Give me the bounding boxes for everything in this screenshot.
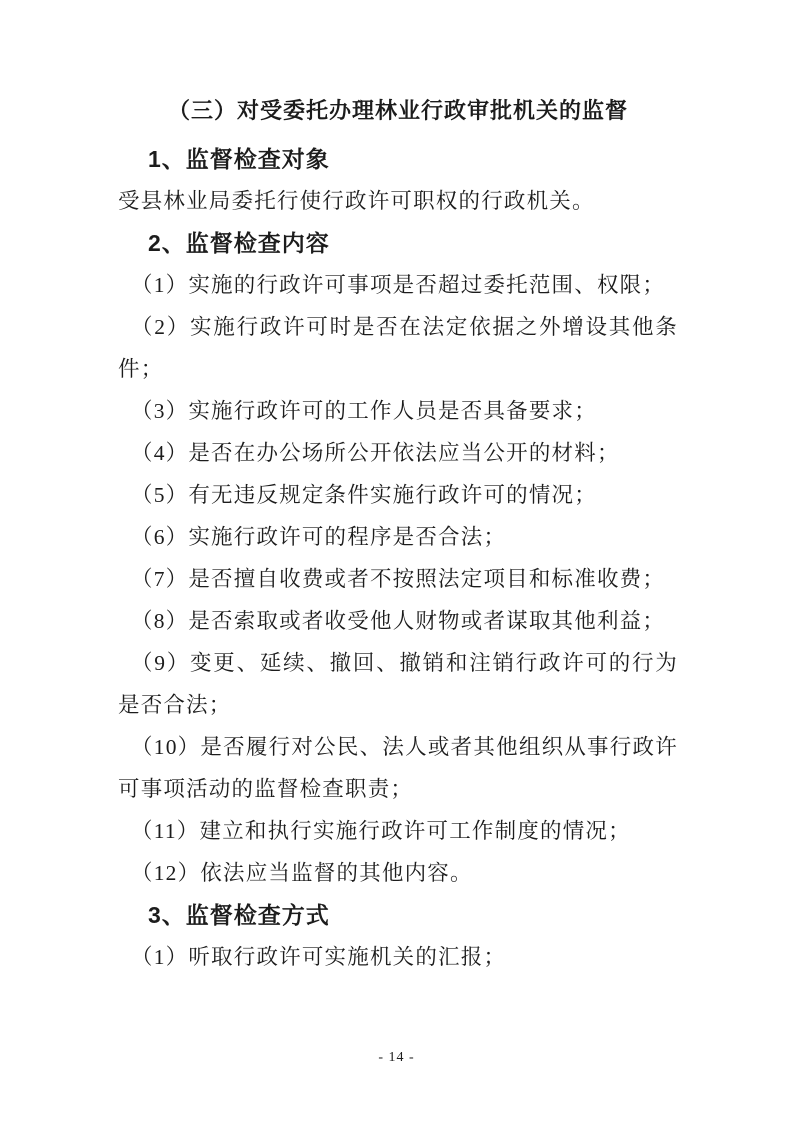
list-item: （11）建立和执行实施行政许可工作制度的情况；: [131, 819, 631, 843]
list-item: （3）实施行政许可的工作人员是否具备要求；: [131, 399, 597, 423]
section-heading-supervision-method: 3、监督检查方式: [148, 902, 330, 928]
section-heading-supervision-target: 1、监督检查对象: [148, 146, 330, 172]
paragraph: 受县林业局委托行使行政许可职权的行政机关。: [118, 189, 595, 213]
page-number: - 14 -: [378, 1050, 415, 1065]
list-item: （7）是否擅自收费或者不按照法定项目和标准收费；: [131, 567, 666, 591]
section-heading-supervision-content: 2、监督检查内容: [148, 230, 330, 256]
list-item: （8）是否索取或者收受他人财物或者谋取其他利益；: [131, 609, 666, 633]
list-item: （6）实施行政许可的程序是否合法；: [131, 525, 507, 549]
list-item: （1）听取行政许可实施机关的汇报；: [131, 945, 507, 969]
list-item: （12）依法应当监督的其他内容。: [131, 861, 473, 885]
list-item: （10）是否履行对公民、法人或者其他组织从事行政许可事项活动的监督检查职责；: [118, 735, 678, 801]
list-item: （4）是否在办公场所公开依法应当公开的材料；: [131, 441, 620, 465]
page-title: （三）对受委托办理林业行政审批机关的监督: [167, 98, 628, 123]
list-item: （5）有无违反规定条件实施行政许可的情况；: [131, 483, 597, 507]
list-item: （2）实施行政许可时是否在法定依据之外增设其他条件；: [118, 315, 678, 381]
list-item: （1）实施的行政许可事项是否超过委托范围、权限；: [131, 273, 666, 297]
list-item: （9）变更、延续、撤回、撤销和注销行政许可的行为是否合法；: [118, 651, 678, 717]
